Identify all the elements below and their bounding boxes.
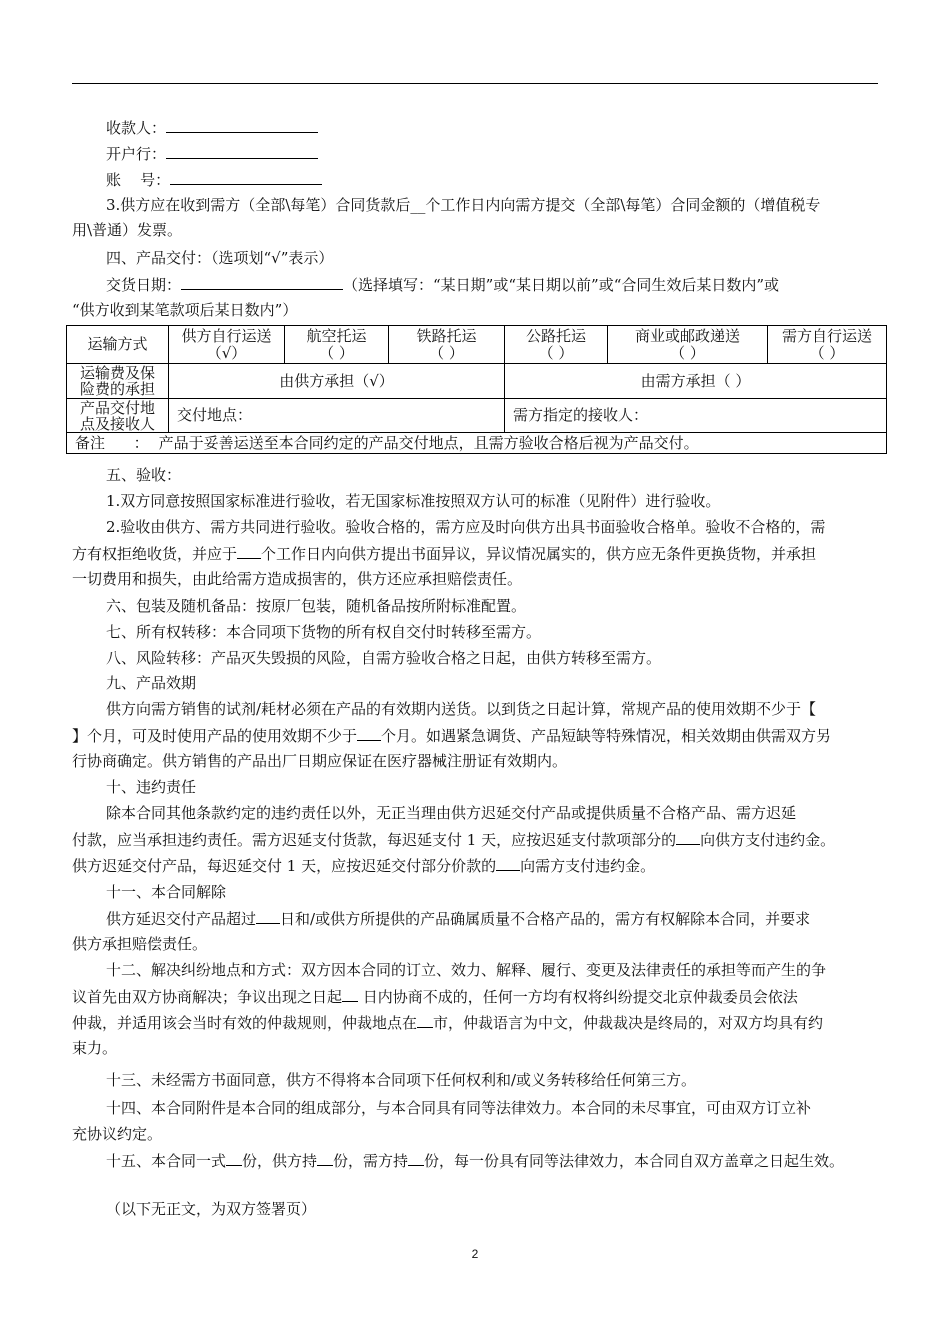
city-blank: [417, 1010, 433, 1028]
copies-blank: [226, 1148, 242, 1166]
section10-l1: 除本合同其他条款约定的违约责任以外，无正当理由供方迟延交付产品或提供质量不合格产品、需方迟延: [106, 804, 797, 822]
method-name: 供方自行运送: [181, 326, 272, 345]
delivery-place: 交付地点：: [169, 399, 505, 433]
section10-l3: [72, 853, 878, 878]
fee-label: 运输费及保 险费的承担: [67, 364, 169, 399]
section6: 六、包装及随机备品：按原厂包装，随机备品按所附标准配置。: [106, 597, 527, 615]
section14-l1: 十四、本合同附件是本合同的组成部分，与本合同具有同等法律效力。本合同的未尽事宜，可由双方订立补: [106, 1099, 812, 1117]
fee-supplier-option: 由供方承担（√）: [169, 364, 505, 399]
text: 议首先由双方协商解决；争议出现之日起: [72, 988, 343, 1006]
section11-l1: [106, 906, 878, 931]
section5-item2-l2: [72, 541, 878, 566]
method-supplier-delivery: [169, 326, 285, 364]
section9-l2: [72, 723, 878, 748]
days-blank: [256, 906, 280, 924]
method-buyer-pickup: [768, 326, 887, 364]
text: 份，供方持: [242, 1152, 318, 1170]
recipient-blank: [166, 115, 318, 133]
method-courier: [608, 326, 768, 364]
delivery-date-note: （选择填写：“某日期”或“某日期以前”或“合同生效后某日数内”或: [343, 276, 780, 294]
section10-l2: [72, 827, 878, 852]
text: 仲裁，并适用该会当时有效的仲裁规则，仲裁地点在: [72, 1014, 418, 1032]
transport-table: [66, 325, 887, 454]
days-blank: [237, 541, 261, 559]
method-rail: [389, 326, 505, 364]
method-mark: （√）: [206, 343, 247, 362]
months-blank: [357, 723, 381, 741]
text: 个月。如遇紧急调货、产品短缺等特殊情况，相关效期由供需双方另: [381, 727, 832, 745]
section5-title: 五、验收：: [106, 466, 182, 484]
text: 向需方支付违约金。: [520, 857, 656, 875]
delivery-date-blank: [181, 272, 343, 290]
section12-l4: 束力。: [72, 1039, 118, 1057]
bank-blank: [166, 141, 318, 159]
method-name: 铁路托运: [416, 326, 477, 345]
text: 向供方支付违约金。: [700, 831, 836, 849]
text: 份，每一份具有同等法律效力，本合同自双方盖章之日起生效。: [424, 1152, 845, 1170]
page-number: 2: [471, 1247, 479, 1261]
clause3-line2: 用\普通）发票。: [72, 221, 183, 239]
text: 付款，应当承担违约责任。需方迟延支付货款，每迟延支付 1 天，应按迟延支付款项部分的: [72, 831, 677, 849]
days-blank: [342, 984, 358, 1002]
transport-method-row: [67, 326, 887, 364]
method-mark: （ ）: [809, 343, 845, 362]
section12-l2: [72, 984, 878, 1009]
method-mark: （ ）: [319, 343, 354, 362]
text: 个工作日内向供方提出书面异议，异议情况属实的，供方应无条件更换货物，并承担: [261, 545, 817, 563]
section11-title: 十一、本合同解除: [106, 883, 227, 901]
text: 供方延迟交付产品超过: [106, 910, 257, 928]
account-line: [106, 167, 878, 192]
method-label: 运输方式: [67, 326, 169, 364]
section15: [106, 1148, 878, 1173]
section13: 十三、未经需方书面同意，供方不得将本合同项下任何权利和/或义务转移给任何第三方。: [106, 1071, 697, 1089]
delivery-date-note2: “供方收到某笔款项后某日数内”）: [72, 301, 298, 319]
text: 十五、本合同一式: [106, 1152, 227, 1170]
penalty-blank: [496, 853, 520, 871]
text: 方有权拒绝收货，并应于: [72, 545, 238, 563]
section5-item1: 1.双方同意按照国家标准进行验收，若无国家标准按照双方认可的标准（见附件）进行验收。: [106, 492, 721, 510]
method-mark: （ ）: [670, 343, 705, 362]
text: 日和/或供方所提供的产品确属质量不合格产品的，需方有权解除本合同，并要求: [280, 910, 811, 928]
receiver: 需方指定的接收人：: [505, 399, 887, 433]
recipient-line: [106, 115, 878, 140]
method-road: [505, 326, 608, 364]
fee-buyer-option: 由需方承担（ ）: [505, 364, 887, 399]
section10-title: 十、违约责任: [106, 778, 197, 796]
delivery-date-label: 交货日期：: [106, 276, 182, 294]
remark-row: [67, 433, 887, 454]
section12-l3: [72, 1010, 878, 1035]
text: 供方迟延交付产品，每迟延交付 1 天，应按迟延交付部分价款的: [72, 857, 497, 875]
section7: 七、所有权转移：本合同项下货物的所有权自交付时转移至需方。: [106, 623, 542, 641]
header-rule: [72, 83, 878, 84]
section14-l2: 充协议约定。: [72, 1125, 163, 1143]
section9-l1: 供方向需方销售的试剂/耗材必须在产品的有效期内送货。以到货之日起计算，常规产品的使用效期不少于【: [106, 700, 817, 718]
method-mark: （ ）: [429, 343, 464, 362]
method-name: 航空托运: [306, 326, 367, 345]
text: 份，需方持: [333, 1152, 409, 1170]
copies-blank: [408, 1148, 424, 1166]
method-name: 公路托运: [525, 326, 586, 345]
section9-l3: 行协商确定。供方销售的产品出厂日期应保证在医疗器械注册证有效期内。: [72, 752, 568, 770]
section11-l2: 供方承担赔偿责任。: [72, 935, 208, 953]
section5-item2-l3: 一切费用和损失，由此给需方造成损害的，供方还应承担赔偿责任。: [72, 570, 523, 588]
section12-l1: 十二、解决纠纷地点和方式：双方因本合同的订立、效力、解释、履行、变更及法律责任的承担等而产生的争: [106, 961, 827, 979]
section4-title: 四、产品交付：（选项划“√”表示）: [106, 249, 334, 267]
account-blank: [170, 167, 322, 185]
closing-note: （以下无正文，为双方签署页）: [106, 1200, 317, 1218]
text: 日内协商不成的，任何一方均有权将纠纷提交北京仲裁委员会依法: [358, 988, 798, 1006]
copies-blank: [317, 1148, 333, 1166]
delivery-date-line: [106, 272, 878, 297]
method-air: [285, 326, 389, 364]
method-name: 需方自行运送: [781, 326, 872, 345]
transport-fee-row: [67, 364, 887, 399]
method-mark: （ ）: [538, 343, 574, 362]
recipient-label: 收款人：: [106, 119, 167, 137]
account-label: 账 号：: [106, 171, 171, 189]
delivery-place-row: [67, 399, 887, 433]
section9-title: 九、产品效期: [106, 674, 197, 692]
clause3-line1: 3.供方应在收到需方（全部\每笔）合同货款后__个工作日内向需方提交（全部\每笔）合同金额的（增值税专: [106, 196, 821, 214]
section5-item2-l1: 2.验收由供方、需方共同进行验收。验收合格的，需方应及时向供方出具书面验收合格单。验收不合格的，需: [106, 518, 826, 536]
remark: [67, 433, 887, 454]
text: 】个月，可及时使用产品的使用效期不少于: [72, 727, 358, 745]
bank-line: [106, 141, 878, 166]
remark-label: 备注 ：: [75, 433, 149, 452]
method-name: 商业或邮政递送: [634, 326, 740, 345]
penalty-blank: [676, 827, 700, 845]
text: 市，仲裁语言为中文，仲裁裁决是终局的，对双方均具有约: [433, 1014, 824, 1032]
bank-label: 开户行：: [106, 145, 167, 163]
place-label: 产品交付地 点及接收人: [67, 399, 169, 433]
section8: 八、风险转移：产品灭失毁损的风险，自需方验收合格之日起，由供方转移至需方。: [106, 649, 662, 667]
remark-text: 产品于妥善运送至本合同约定的产品交付地点，且需方验收合格后视为产品交付。: [158, 433, 699, 452]
